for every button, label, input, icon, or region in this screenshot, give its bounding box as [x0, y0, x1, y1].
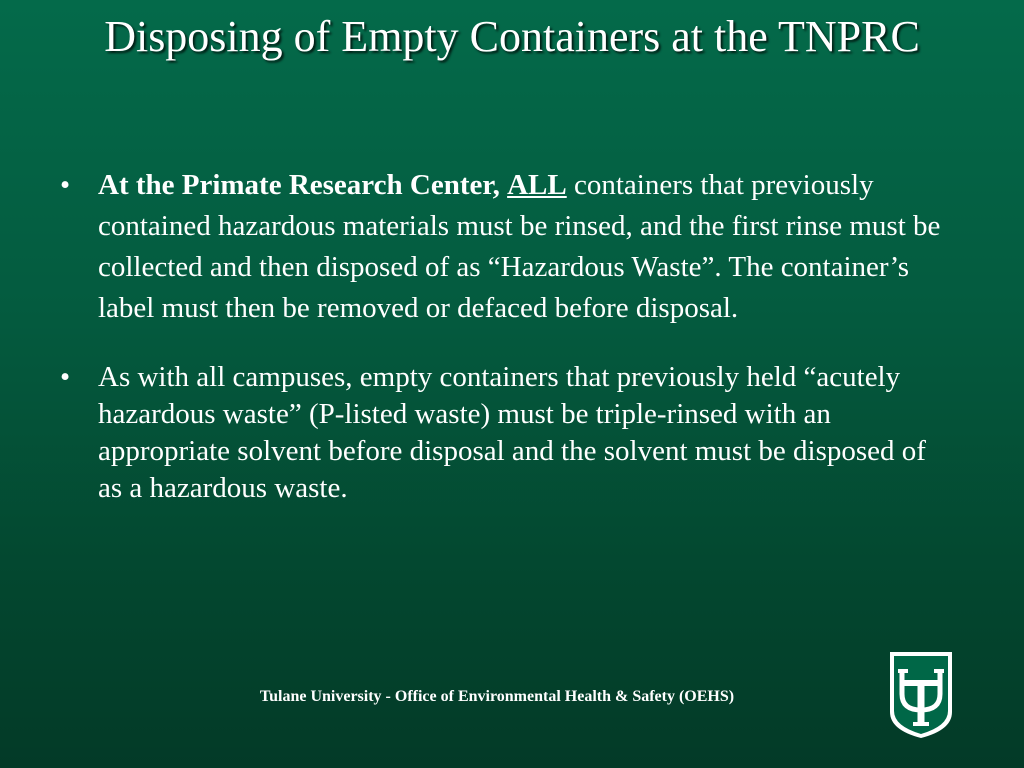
bullet-text: As with all campuses, empty containers that previously held “acutely hazardous waste” (P-listed waste) must be triple-rinsed with an appropriate solvent before disposal and the solvent must be disposed of as a hazardous waste. [98, 361, 926, 504]
bullet-list [54, 165, 954, 507]
bullet-body: containers that previously contained hazardous materials must be rinsed, and the first rinse must be collected and then disposed of as “Hazardous Waste”. The container’s label must then be removed or defaced before disposal. [98, 169, 941, 324]
bullet-emphasis: ALL [507, 169, 567, 201]
bullet-text [98, 169, 940, 324]
bullet-marker: • [60, 361, 71, 393]
bullet-marker: • [60, 169, 71, 201]
tulane-shield-logo-icon [888, 650, 954, 740]
slide-title: Disposing of Empty Containers at the TNPRC [104, 12, 920, 61]
bullet-item [54, 165, 954, 329]
bullet-lead-bold: At the Primate Research Center, [98, 169, 500, 201]
footer-text: Tulane University - Office of Environmental Health & Safety (OEHS) [259, 688, 735, 705]
bullet-item [54, 359, 954, 507]
